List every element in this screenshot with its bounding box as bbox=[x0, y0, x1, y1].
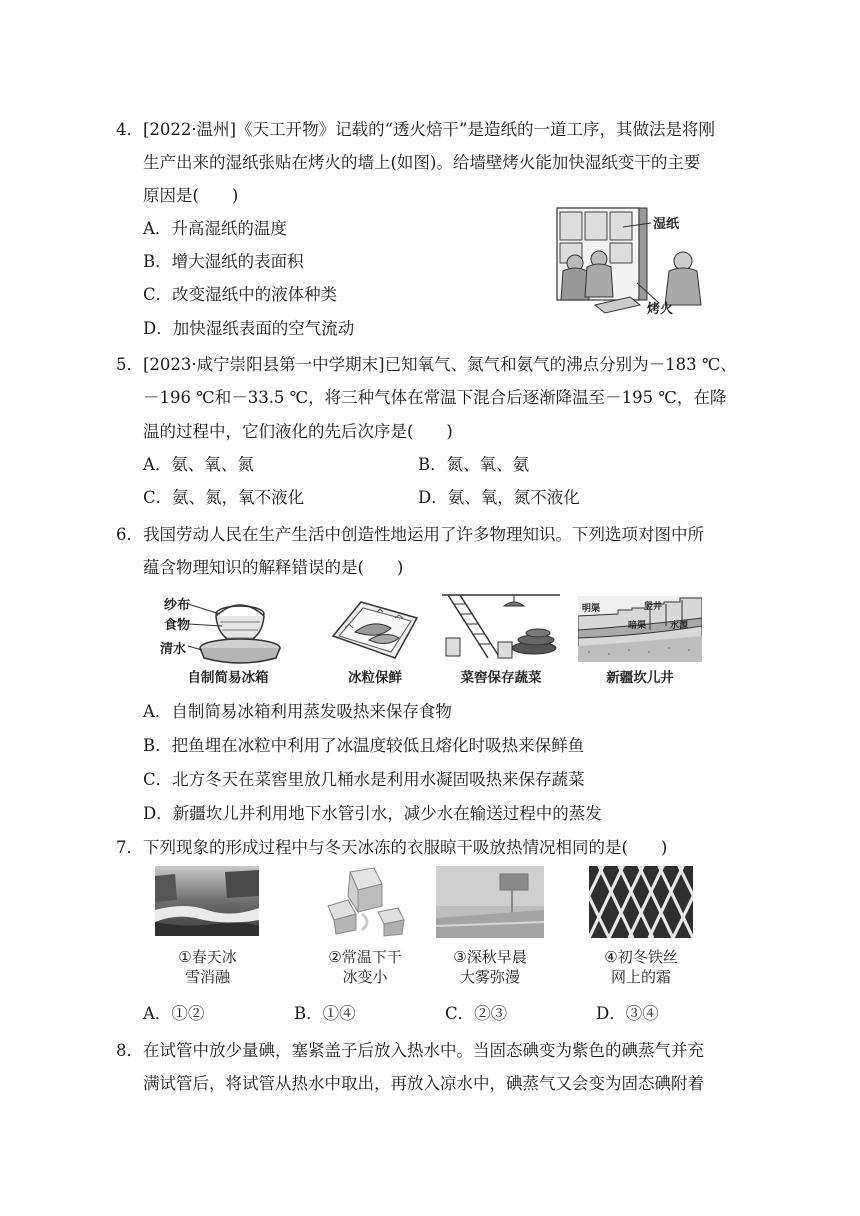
q4-option-a[interactable]: A．升高湿纸的温度 bbox=[143, 219, 287, 238]
q4-option-d[interactable]: D．加快湿纸表面的空气流动 bbox=[143, 319, 355, 338]
fog-photo bbox=[436, 866, 544, 938]
q4-option-c[interactable]: C．改变湿纸中的液体种类 bbox=[143, 285, 338, 304]
q6-label-gauze: 纱布 bbox=[164, 598, 191, 613]
q4-figure-paper-drying bbox=[555, 205, 720, 320]
q6-figure-karez-well bbox=[578, 596, 702, 686]
melting-snow-photo bbox=[155, 866, 259, 936]
q6-figure-vegetable-cellar bbox=[440, 592, 562, 686]
q7-option-a[interactable]: A．①② bbox=[143, 1004, 205, 1023]
q7-option-d[interactable]: D．③④ bbox=[596, 1004, 659, 1023]
q7-photo-fog bbox=[436, 866, 544, 938]
q6-label-food: 食物 bbox=[164, 618, 191, 633]
q4-stem-line3: 原因是( ) bbox=[143, 186, 239, 205]
q7-caption-3-line2: 大雾弥漫 bbox=[459, 968, 520, 986]
q7-caption-2-line1: ②常温下干 bbox=[328, 948, 402, 966]
q7-photo-dry-ice bbox=[322, 866, 408, 938]
q7-caption-3-line1: ③深秋早晨 bbox=[453, 948, 527, 966]
q4-stem-line1: 4．[2022·温州]《天工开物》记载的“透火焙干”是造纸的一道工序，其做法是将刚 bbox=[116, 120, 715, 139]
q6-option-d[interactable]: D．新疆坎儿井利用地下水管引水，减少水在输送过程中的蒸发 bbox=[143, 804, 602, 823]
q7-caption-1-line1: ①春天冰 bbox=[178, 948, 237, 966]
q4-label-fire: 烤火 bbox=[647, 302, 674, 317]
q5-stem-line2: －196 ℃和－33.5 ℃，将三种气体在常温下混合后逐渐降温至－195 ℃，在降 bbox=[143, 388, 727, 407]
q6-option-b[interactable]: B．把鱼埋在冰粒中利用了冰温度较低且熔化时吸热来保鲜鱼 bbox=[143, 736, 585, 755]
q5-option-c[interactable]: C．氨、氮，氧不液化 bbox=[143, 488, 305, 507]
q5-option-b[interactable]: B．氮、氧、氨 bbox=[418, 455, 530, 474]
frost-mesh-photo bbox=[589, 866, 693, 938]
q7-caption-2-line2: 冰变小 bbox=[342, 968, 388, 986]
q5-option-d[interactable]: D．氨、氧，氮不液化 bbox=[418, 488, 580, 507]
q6-label-water-source: 水源 bbox=[670, 621, 689, 631]
q7-option-b[interactable]: B．①④ bbox=[294, 1004, 356, 1023]
q6-caption-2: 冰粒保鲜 bbox=[348, 670, 402, 686]
q7-photo-frost-mesh bbox=[589, 866, 693, 938]
q6-label-water: 清水 bbox=[160, 642, 187, 657]
q6-label-open-channel: 明渠 bbox=[582, 604, 601, 614]
dry-ice-photo bbox=[322, 866, 408, 938]
q5-option-a[interactable]: A．氨、氧、氮 bbox=[143, 455, 254, 474]
q8-stem-line2: 满试管后，将试管从热水中取出，再放入凉水中，碘蒸气又会变为固态碘附着 bbox=[143, 1074, 704, 1093]
q6-caption-3: 菜窖保存蔬菜 bbox=[460, 670, 542, 686]
q8-stem-line1: 8．在试管中放少量碘，塞紧盖子后放入热水中。当固态碘变为紫色的碘蒸气并充 bbox=[116, 1041, 704, 1060]
q6-stem-line2: 蕴含物理知识的解释错误的是( ) bbox=[143, 558, 404, 577]
q7-stem-line1: 7．下列现象的形成过程中与冬天冰冻的衣服晾干吸放热情况相同的是( ) bbox=[116, 838, 668, 857]
q6-caption-4: 新疆坎儿井 bbox=[606, 670, 674, 686]
q7-caption-4-line2: 网上的霜 bbox=[610, 968, 671, 986]
q5-stem-line1: 5．[2023·咸宁崇阳县第一中学期末]已知氧气、氮气和氨气的沸点分别为－183 ℃、 bbox=[116, 355, 737, 374]
q6-figure-simple-fridge bbox=[158, 592, 288, 686]
q4-label-wet-paper: 湿纸 bbox=[653, 217, 680, 232]
q6-caption-1: 自制简易冰箱 bbox=[187, 670, 269, 686]
q6-option-a[interactable]: A．自制简易冰箱利用蒸发吸热来保存食物 bbox=[143, 702, 452, 721]
q7-caption-1-line2: 雪消融 bbox=[184, 968, 230, 986]
q7-photo-melting-snow bbox=[155, 866, 259, 936]
q6-figure-ice-preserve bbox=[325, 596, 425, 686]
q5-stem-line3: 温的过程中，它们液化的先后次序是( ) bbox=[143, 422, 453, 441]
q6-option-c[interactable]: C．北方冬天在菜窖里放几桶水是利用水凝固吸热来保存蔬菜 bbox=[143, 770, 585, 789]
wall-drying-illustration bbox=[555, 205, 720, 320]
q4-option-b[interactable]: B．增大湿纸的表面积 bbox=[143, 252, 304, 271]
q6-label-shaft: 竖井 bbox=[644, 602, 663, 612]
q6-stem-line1: 6．我国劳动人民在生产生活中创造性地运用了许多物理知识。下列选项对图中所 bbox=[116, 525, 704, 544]
q7-caption-4-line1: ④初冬铁丝 bbox=[604, 948, 678, 966]
q7-option-c[interactable]: C．②③ bbox=[445, 1004, 508, 1023]
cellar-drawing bbox=[440, 592, 562, 664]
ice-tray-drawing bbox=[325, 596, 425, 666]
q4-stem-line2: 生产出来的湿纸张贴在烤火的墙上(如图)。给墙壁烤火能加快湿纸变干的主要 bbox=[143, 153, 701, 172]
q6-label-underground-channel: 暗渠 bbox=[628, 621, 647, 631]
